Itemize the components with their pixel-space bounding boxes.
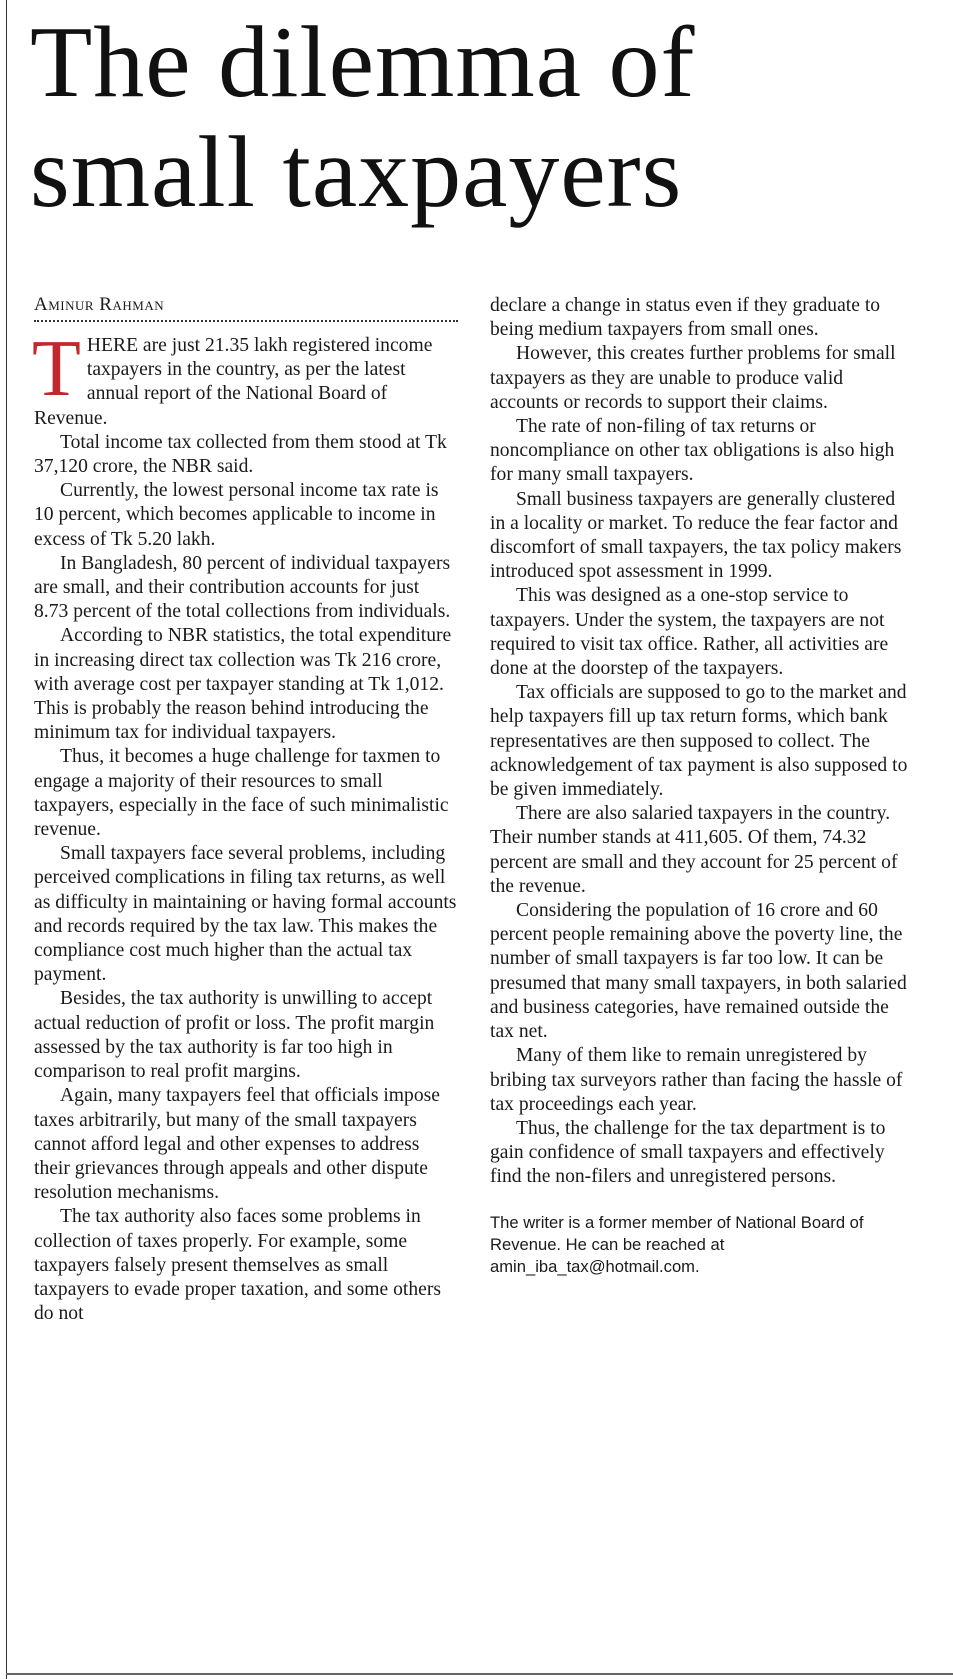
paragraph: This was designed as a one-stop service to taxpayers. Under the system, the taxpayers are not required to visit tax office. Rather, all activities are done at the doorstep of the taxpayers. [490,585,889,680]
author-note-text: The writer is a former member of National Board of Revenue. He can be reached at amin_iba_tax@hotmail.com. [490,1212,864,1276]
paragraph: According to NBR statistics, the total expenditure in increasing direct tax collection was Tk 216 crore, with average cost per taxpayer standing at Tk 1,012. This is probably the reason behind introducing the minimum tax for individual taxpayers. [34,625,452,744]
lead-paragraph [32,325,458,431]
paragraph: In Bangladesh, 80 percent of individual taxpayers are small, and their contribution accounts for just 8.73 percent of the total collections from individuals. [34,552,451,623]
paragraph: Many of them like to remain unregistered by bribing tax surveyors rather than facing the hassle of tax proceedings each year. [490,1045,903,1115]
paragraph: Small taxpayers face several problems, including perceived complications in filing tax returns, as well as difficulty in maintaining or having formal accounts and records required by the tax law. This makes the compliance cost much higher than the actual tax payment. [34,843,457,986]
paragraph: There are also salaried taxpayers in the country. Their number stands at 411,605. Of them, 74.32 percent are small and they account for 25 percent of the revenue. [490,803,898,897]
paragraph: Besides, the tax authority is unwilling to accept actual reduction of profit or loss. The profit margin assessed by the tax authority is far too high in comparison to real profit margins. [34,988,435,1083]
lead-paragraph-text: HERE are just 21.35 lakh registered income taxpayers in the country, as per the latest annual report of the National Board of Revenue. [34,335,433,429]
byline: Aminur Rahman [34,294,165,315]
paragraph: Thus, the challenge for the tax department is to gain confidence of small taxpayers and effectively find the non-filers and unregistered persons. [490,1117,886,1188]
paragraph: The tax authority also faces some problems in collection of taxes properly. For example, some taxpayers falsely present themselves as small taxpayers to evade proper taxation, and some others do not [34,1206,441,1325]
left-border-rule [6,0,7,1679]
headline [30,8,940,228]
headline-line-1: The dilemma of [30,6,696,119]
paragraph: Currently, the lowest personal income tax rate is 10 percent, which becomes applicable to income in excess of Tk 5.20 lakh. [34,480,439,550]
left-column [34,294,458,1326]
paragraph: Again, many taxpayers feel that officials impose taxes arbitrarily, but many of the small taxpayers cannot afford legal and other expenses to address their grievances through appeals and other dispute resolution mechanisms. [34,1085,440,1204]
article-body [34,294,914,1654]
right-column [490,294,914,1278]
author-note [490,1212,914,1278]
paragraph: Small business taxpayers are generally clustered in a locality or market. To reduce the fear factor and discomfort of small taxpayers, the tax policy makers introduced spot assessment in 1999. [490,488,902,583]
paragraph: The rate of non-filing of tax returns or noncompliance on other tax obligations is also high for many small taxpayers. [490,416,895,486]
paragraph: Considering the population of 16 crore and 60 percent people remaining above the poverty line, the number of small taxpayers is far too low. It can be presumed that many small taxpayers, in both salaried and business categories, have remained outside the tax net. [490,900,907,1043]
paragraph: Tax officials are supposed to go to the market and help taxpayers fill up tax return forms, which bank representatives are then supposed to collect. The acknowledgement of tax payment is also supposed to be given immediately. [490,682,908,801]
byline-divider [34,320,458,322]
headline-line-2: small taxpayers [30,116,683,229]
paragraph: Thus, it becomes a huge challenge for taxmen to engage a majority of their resources to small taxpayers, especially in the face of such minimalistic revenue. [34,746,449,841]
continued-paragraph: declare a change in status even if they graduate to being medium taxpayers from small ones. [490,295,881,341]
paragraph: However, this creates further problems for small taxpayers as they are unable to produce valid accounts or records to support their claims. [490,343,896,413]
drop-cap: T [32,325,81,413]
bottom-border-rule [6,1673,953,1675]
paragraph: Total income tax collected from them stood at Tk 37,120 crore, the NBR said. [34,431,447,478]
